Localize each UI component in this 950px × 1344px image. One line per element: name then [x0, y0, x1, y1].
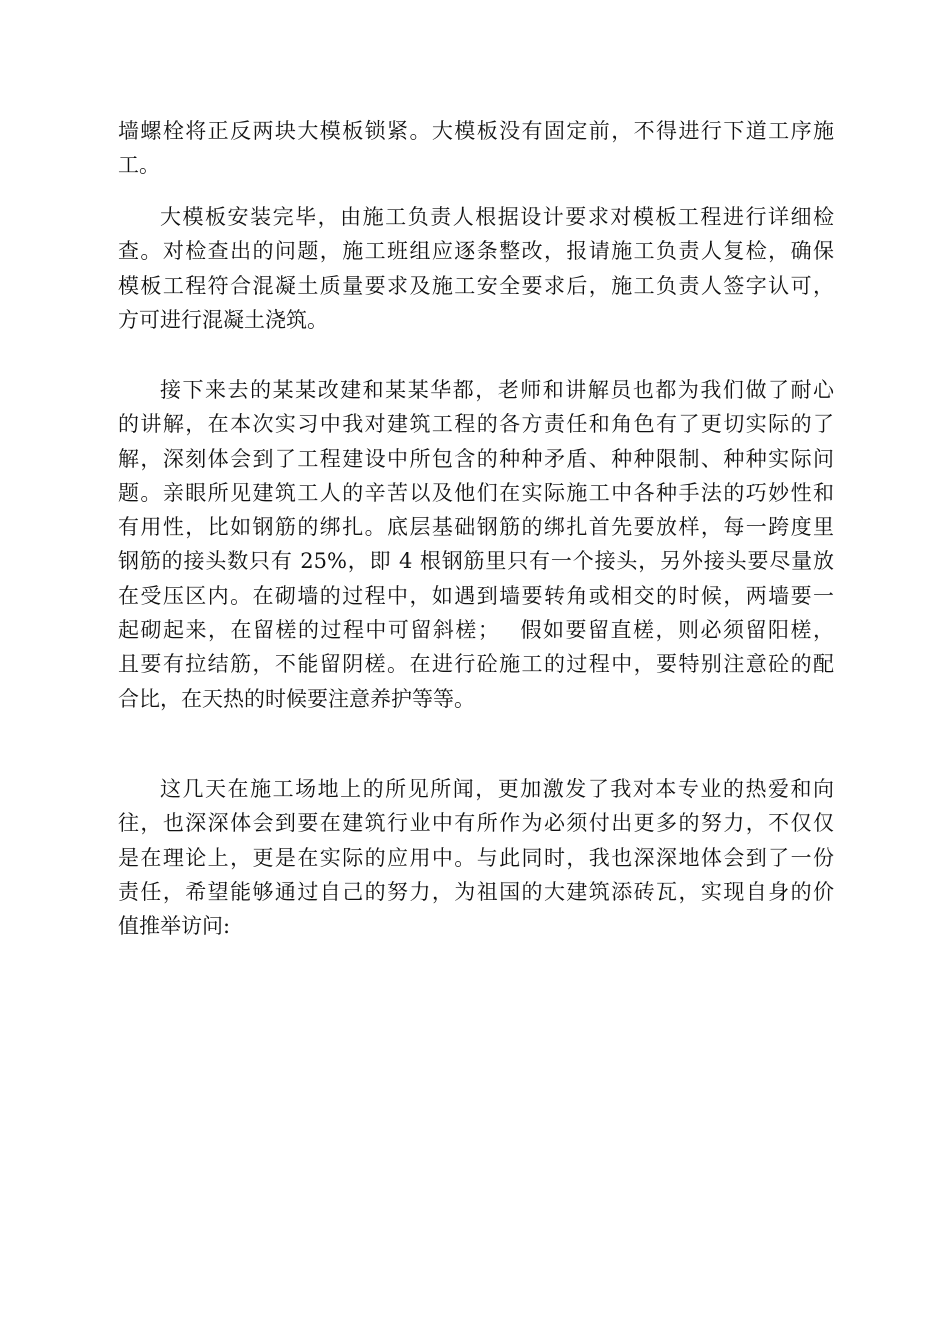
- text-line: 接下来去的某某改建和某某华都，老师和讲解员也都为我们做了耐心: [160, 378, 834, 402]
- text-line: 查。对检查出的问题，施工班组应逐条整改，报请施工负责人复检，确保: [118, 239, 834, 264]
- text-line: 往，也深深体会到要在建筑行业中有所作为必须付出更多的努力，不仅仅: [118, 811, 834, 836]
- text-line: 在受压区内。在砌墙的过程中，如遇到墙要转角或相交的时候，两墙要一: [118, 583, 834, 608]
- text-line: 钢筋的接头数只有 25%，即 4 根钢筋里只有一个接头，另外接头要尽量放: [118, 549, 834, 574]
- text-line: 合比，在天热的时候要注意养护等等。: [118, 686, 475, 711]
- text-line: 题。亲眼所见建筑工人的辛苦以及他们在实际施工中各种手法的巧妙性和: [118, 480, 834, 505]
- text-line: 工。: [118, 153, 160, 178]
- text-line: 有用性，比如钢筋的绑扎。底层基础钢筋的绑扎首先要放样，每一跨度里: [118, 515, 834, 540]
- text-line: 这几天在施工场地上的所见所闻，更加激发了我对本专业的热爱和向: [160, 777, 834, 801]
- text-line: 的讲解，在本次实习中我对建筑工程的各方责任和角色有了更切实际的了: [118, 412, 834, 437]
- text-line: 且要有拉结筋，不能留阴槎。在进行砼施工的过程中，要特别注意砼的配: [118, 652, 834, 677]
- text-line: 值推举访问:: [118, 914, 231, 939]
- text-line: 起砌起来，在留槎的过程中可留斜槎； 假如要留直槎，则必须留阳槎，: [118, 618, 834, 643]
- text-line: 墙螺栓将正反两块大模板锁紧。大模板没有固定前，不得进行下道工序施: [118, 119, 834, 143]
- text-line: 大模板安装完毕，由施工负责人根据设计要求对模板工程进行详细检: [160, 205, 834, 229]
- text-line: 责任，希望能够通过自己的努力，为祖国的大建筑添砖瓦，实现自身的价: [118, 879, 834, 904]
- paragraph-4: [118, 772, 834, 943]
- paragraph-2: [118, 200, 834, 337]
- text-line: 模板工程符合混凝土质量要求及施工安全要求后，施工负责人签字认可，: [118, 273, 834, 298]
- text-line: 是在理论上，更是在实际的应用中。与此同时，我也深深地体会到了一份: [118, 845, 834, 870]
- text-line: 方可进行混凝土浇筑。: [118, 307, 328, 332]
- paragraph-1: [118, 114, 834, 183]
- paragraph-3: [118, 373, 834, 716]
- text-line: 解，深刻体会到了工程建设中所包含的种种矛盾、种种限制、种种实际问: [118, 446, 834, 471]
